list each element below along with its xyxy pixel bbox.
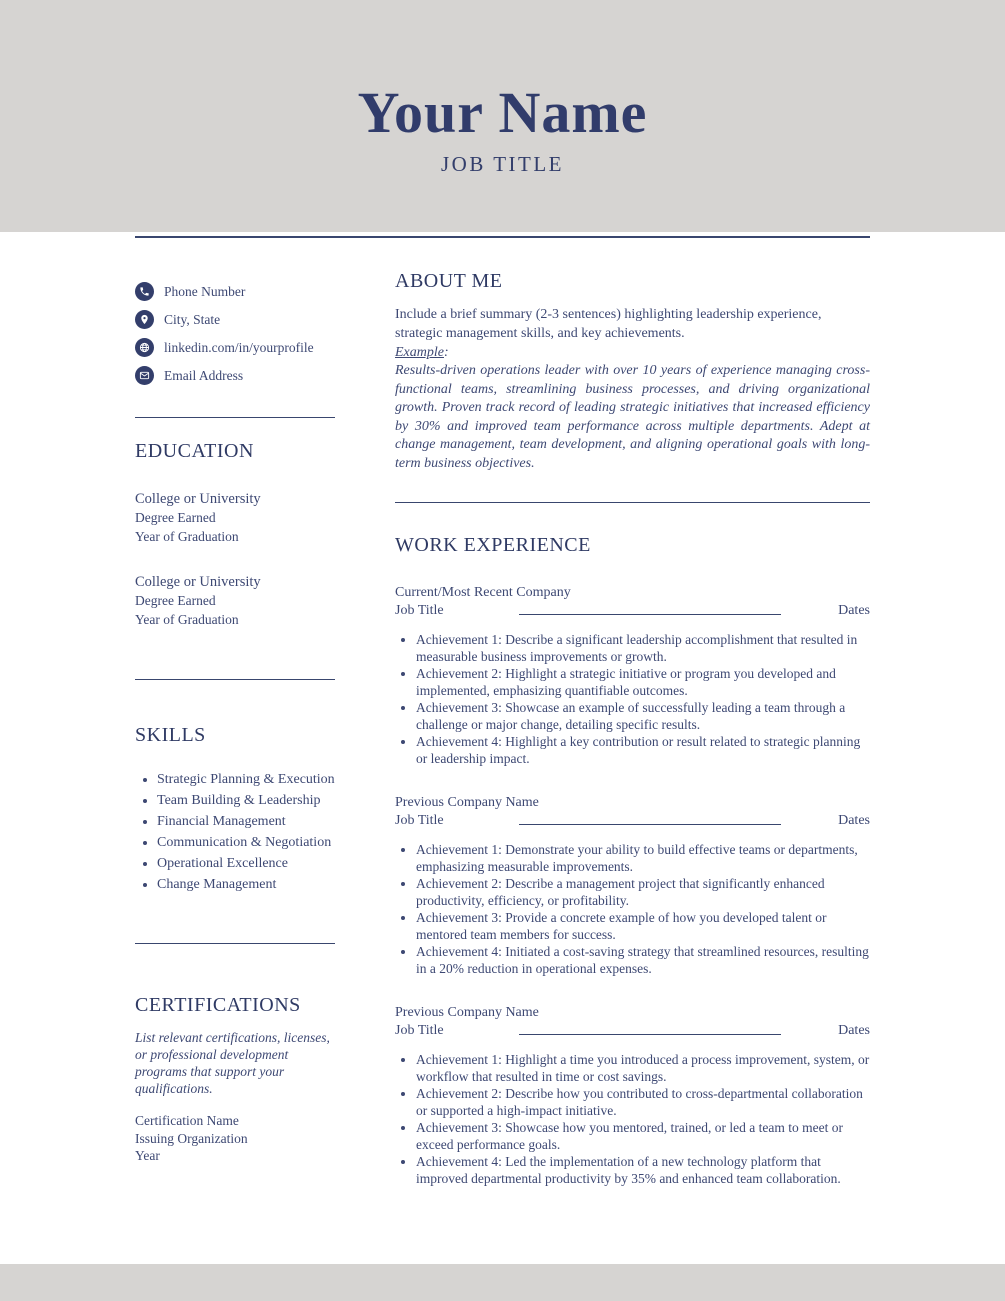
divider — [135, 943, 335, 944]
phone-icon — [135, 282, 154, 301]
location-icon — [135, 310, 154, 329]
achievement-item: • Achievement 4: Initiated a cost-saving strategy that streamlined resources, resulting in a 20% reduction in operational expenses. — [416, 943, 870, 977]
contact-location-label: City, State — [164, 311, 221, 327]
job-entry — [395, 794, 870, 977]
achievement-item: • Achievement 1: Highlight a time you introduced a process improvement, system, or workflow that resulted in time or cost savings. — [416, 1051, 870, 1085]
skill-item: • Operational Excellence — [157, 853, 335, 874]
job-dates: Dates — [838, 813, 870, 828]
job-role: Job Title — [395, 813, 444, 828]
divider — [135, 679, 335, 680]
certifications-note: List relevant certifications, licenses, or professional development programs that support your qualifications. — [135, 1030, 330, 1096]
contact-section — [135, 282, 335, 385]
skill-item: • Financial Management — [157, 811, 335, 832]
person-name: Your Name — [357, 80, 648, 145]
about-example-line — [395, 343, 870, 362]
contact-row-phone — [135, 282, 335, 301]
job-entry — [395, 1004, 870, 1187]
job-title-rule — [519, 1034, 781, 1035]
job-company: Previous Company Name — [395, 795, 539, 810]
email-icon — [135, 366, 154, 385]
job-title-rule — [519, 824, 781, 825]
job-title-row — [395, 813, 870, 829]
skills-list — [135, 769, 335, 895]
left-column — [135, 238, 335, 1187]
about-example-colon: : — [443, 345, 449, 360]
job-company: Previous Company Name — [395, 1005, 539, 1020]
person-job-title: JOB TITLE — [440, 152, 565, 176]
education-entry — [135, 573, 335, 629]
certification-entry — [135, 1112, 335, 1165]
skill-item: • Team Building & Leadership — [157, 790, 335, 811]
certification-org: Issuing Organization — [135, 1130, 248, 1146]
job-title-row — [395, 603, 870, 619]
education-year: Year of Graduation — [135, 528, 239, 544]
achievement-item: • Achievement 2: Highlight a strategic initiative or program you developed and implemented, emphasizing quantifiable outcomes. — [416, 665, 870, 699]
contact-row-email — [135, 366, 335, 385]
contact-email-label: Email Address — [164, 367, 244, 383]
achievement-item: • Achievement 1: Describe a significant leadership accomplishment that resulted in measurable business improvements or growth. — [416, 631, 870, 665]
job-achievements — [395, 841, 870, 977]
footer-band — [0, 1264, 1005, 1301]
achievement-item: • Achievement 2: Describe how you contributed to cross-departmental collaboration or supported a high-impact initiative. — [416, 1085, 870, 1119]
certification-year: Year — [135, 1148, 160, 1163]
divider — [395, 502, 870, 503]
achievement-item: • Achievement 3: Showcase how you mentored, trained, or led a team to meet or exceed performance goals. — [416, 1119, 870, 1153]
certifications-heading: CERTIFICATIONS — [135, 994, 301, 1016]
contact-phone-label: Phone Number — [164, 283, 246, 299]
certification-name: Certification Name — [135, 1113, 239, 1128]
achievement-item: • Achievement 2: Describe a management project that significantly enhanced productivity, efficiency, or profitability. — [416, 875, 870, 909]
skill-item: • Communication & Negotiation — [157, 832, 335, 853]
about-heading: ABOUT ME — [395, 270, 503, 292]
job-entry — [395, 584, 870, 767]
job-title-rule — [519, 614, 781, 615]
education-degree: Degree Earned — [135, 510, 216, 525]
education-entry — [135, 490, 335, 546]
job-dates: Dates — [838, 603, 870, 618]
right-column — [395, 238, 870, 1187]
education-degree: Degree Earned — [135, 593, 216, 608]
achievement-item: • Achievement 1: Demonstrate your ability to build effective teams or departments, emphasizing measurable improvements. — [416, 841, 870, 875]
job-title-row — [395, 1023, 870, 1039]
globe-icon — [135, 338, 154, 357]
job-company: Current/Most Recent Company — [395, 585, 571, 600]
work-experience-heading: WORK EXPERIENCE — [395, 534, 591, 556]
content-columns — [0, 238, 1005, 1187]
education-heading: EDUCATION — [135, 440, 254, 462]
contact-row-linkedin — [135, 338, 335, 357]
education-year: Year of Graduation — [135, 611, 239, 627]
education-school: College or University — [135, 574, 261, 590]
skills-heading: SKILLS — [135, 724, 206, 746]
header-band — [0, 0, 1005, 232]
achievement-item: • Achievement 3: Provide a concrete example of how you developed talent or mentored team members for success. — [416, 909, 870, 943]
contact-linkedin-label: linkedin.com/in/yourprofile — [164, 339, 314, 355]
job-role: Job Title — [395, 1023, 444, 1038]
job-role: Job Title — [395, 603, 444, 618]
skill-item: • Strategic Planning & Execution — [157, 769, 335, 790]
achievement-item: • Achievement 4: Led the implementation of a new technology platform that improved departmental productivity by 35% and enhanced team collaboration. — [416, 1153, 870, 1187]
job-achievements — [395, 631, 870, 767]
about-summary: Include a brief summary (2-3 sentences) highlighting leadership experience, strategic management skills, and key achievements. — [395, 307, 822, 341]
job-achievements — [395, 1051, 870, 1187]
skill-item: • Change Management — [157, 874, 335, 895]
education-school: College or University — [135, 491, 261, 507]
job-dates: Dates — [838, 1023, 870, 1038]
achievement-item: • Achievement 4: Highlight a key contribution or result related to strategic planning or leadership impact. — [416, 733, 870, 767]
divider — [135, 417, 335, 418]
achievement-item: • Achievement 3: Showcase an example of successfully leading a team through a challenge or major change, detailing specific results. — [416, 699, 870, 733]
about-example-paragraph: Results-driven operations leader with over 10 years of experience managing cross-functional teams, streamlining business processes, and driving organizational growth. Proven track record of leading strategic initiatives that increased efficiency by 30% and improved team performance across multiple departments. Adept at change management, team development, and aligning operational goals with long-term business objectives. — [395, 363, 870, 471]
contact-row-location — [135, 310, 335, 329]
about-example-label: Example — [395, 345, 444, 360]
